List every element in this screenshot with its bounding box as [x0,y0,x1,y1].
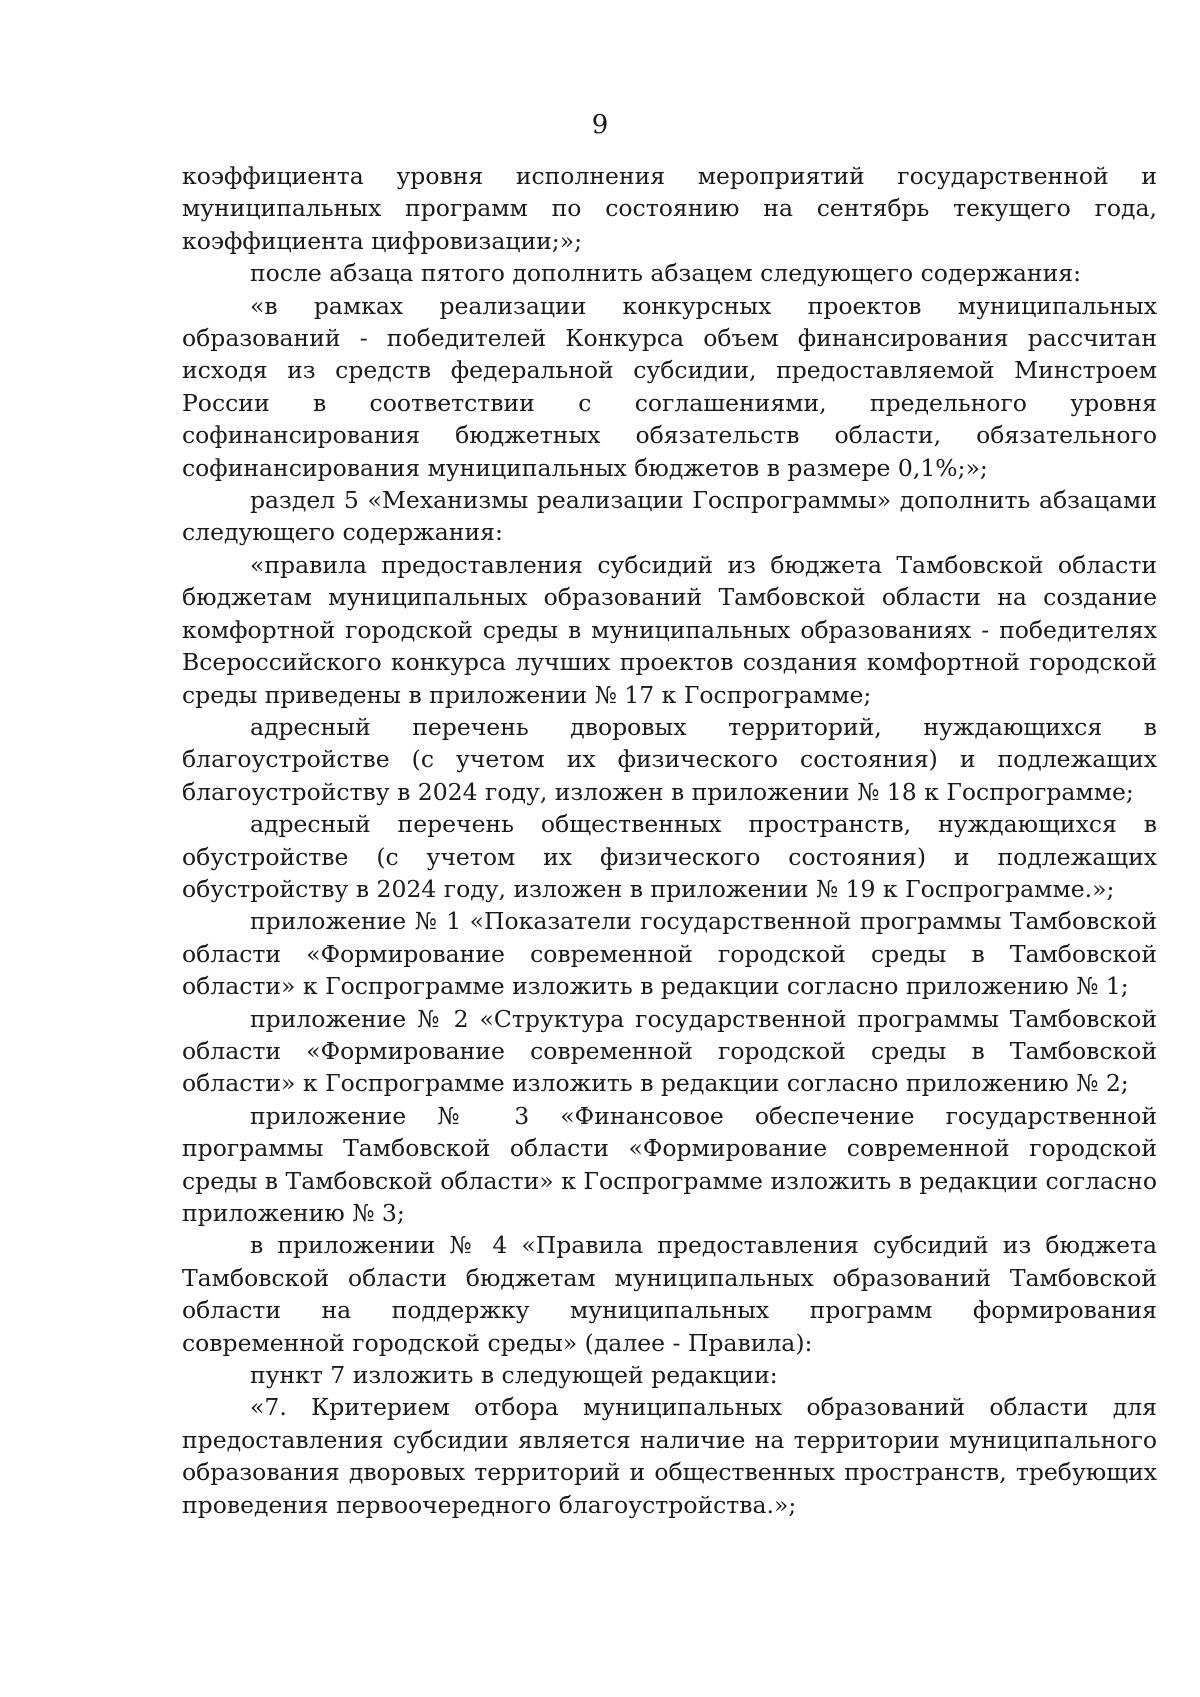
paragraph: адресный перечень общественных пространств, нуждающихся в обустройстве (с учетом их физического состояния) и подлежащих обустройству в 2024 году, изложен в приложении № 19 к Госпрограмме.»; [182,810,1157,903]
paragraph: в приложении № 4 «Правила предоставления субсидий из бюджета Тамбовской области бюджетам муниципальных образований Тамбовской области на поддержку муниципальных программ формирования современной городской среды» (далее - Правила): [182,1231,1157,1357]
paragraph: пункт 7 изложить в следующей редакции: [250,1361,778,1390]
paragraph: «правила предоставления субсидий из бюджета Тамбовской области бюджетам муниципальных образований Тамбовской области на создание комфортной городской среды в муниципальных образованиях - победителях Всероссийского конкурса лучших проектов создания комфортной городской среды приведены в приложении № 17 к Госпрограмме; [182,550,1157,709]
paragraph: адресный перечень дворовых территорий, нуждающихся в благоустройстве (с учетом их физического состояния) и подлежащих благоустройству в 2024 году, изложен в приложении № 18 к Госпрограмме; [182,712,1157,806]
paragraph: «7. Критерием отбора муниципальных образований области для предоставления субсидии является наличие на территории муниципального образования дворовых территорий и общественных пространств, требующих проведения первоочередного благоустройства.»; [182,1393,1157,1519]
page-number: 9 [591,110,609,140]
paragraph: приложение № 2 «Структура государственной программы Тамбовской области «Формирование современной городской среды в Тамбовской области» к Госпрограмме изложить в редакции согласно приложению № 2; [182,1004,1157,1098]
paragraph: раздел 5 «Механизмы реализации Госпрограммы» дополнить абзацами следующего содержания: [182,486,1157,547]
paragraph: «в рамках реализации конкурсных проектов муниципальных образований - победителей Конкурса объем финансирования рассчитан исходя из средств федеральной субсидии, предоставляемой Минстроем России в соответствии с соглашениями, предельного уровня софинансирования бюджетных обязательств области, обязательного софинансирования муниципальных бюджетов в размере 0,1%;»; [182,291,1157,482]
paragraph: приложение № 1 «Показатели государственной программы Тамбовской области «Формирование современной городской среды в Тамбовской области» к Госпрограмме изложить в редакции согласно приложению № 1; [182,907,1157,1001]
document-body [182,160,1157,1521]
paragraph: приложение № 3 «Финансовое обеспечение государственной программы Тамбовской области «Формирование современной городской среды в Тамбовской области» к Госпрограмме изложить в редакции согласно приложению № 3; [182,1101,1157,1227]
paragraph: коэффициента уровня исполнения мероприятий государственной и муниципальных программ по состоянию на сентябрь текущего года, коэффициента цифровизации;»; [182,162,1157,255]
paragraph: после абзаца пятого дополнить абзацем следующего содержания: [250,259,1081,288]
